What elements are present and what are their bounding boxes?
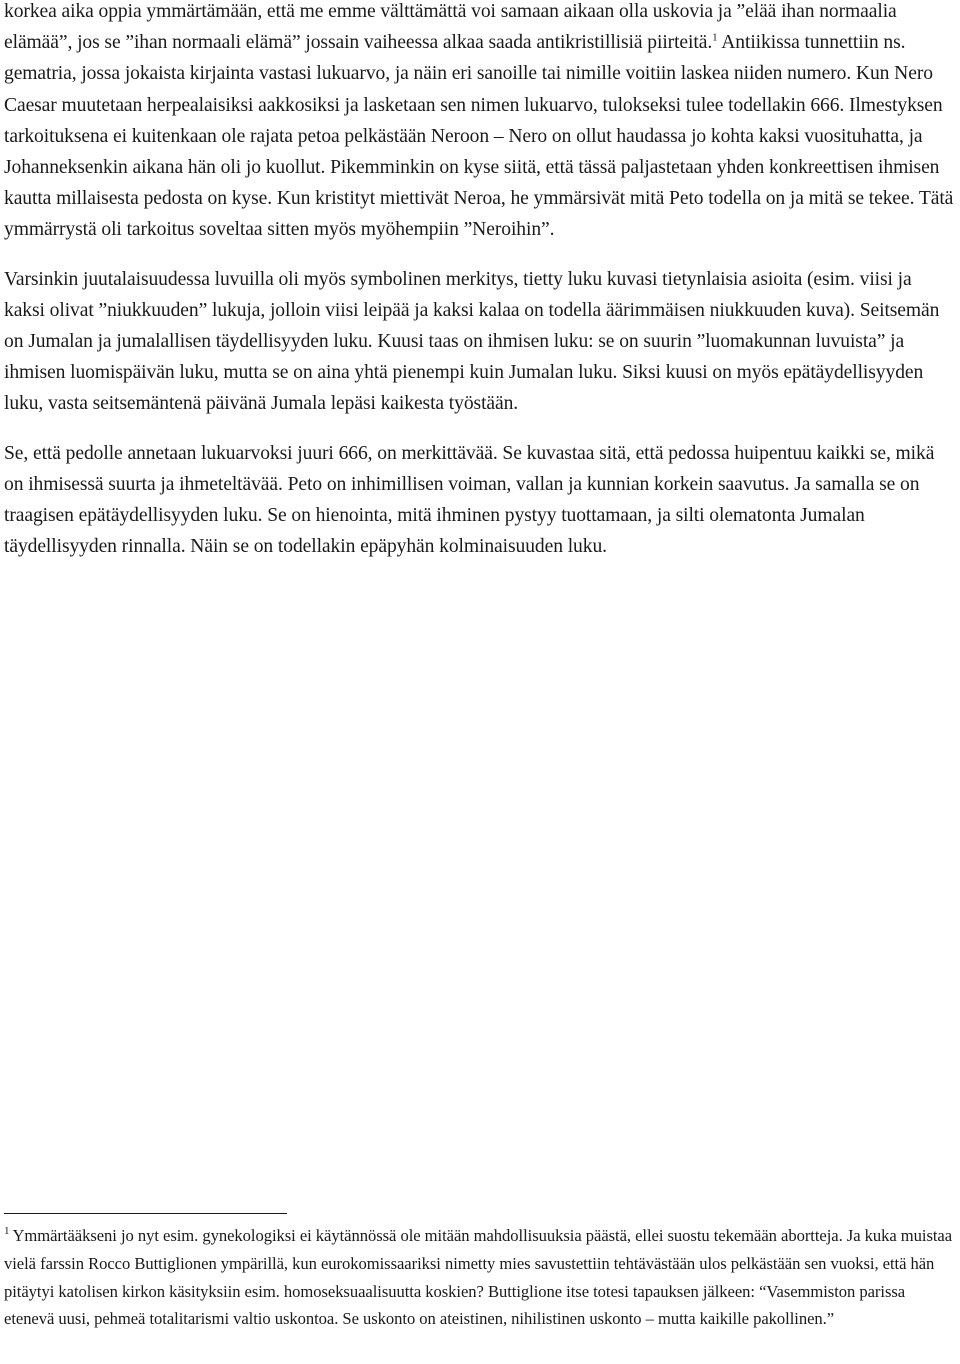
footnote-separator: [4, 1213, 287, 1214]
paragraph-1-text-b: Antiikissa tunnettiin ns. gematria, jossa jokaista kirjainta vastasi lukuarvo, ja näin eri sanoille tai nimille voitiin laskea niiden numero. Kun Nero Caesar muutetaan herpealaisiksi aakkosiksi ja lasketaan sen nimen lukuarvo, tulokseksi tulee todellakin 666. Ilmestyksen tarkoituksena ei kuitenkaan ole rajata petoa pelkästään Neroon – Nero on ollut haudassa jo kohta kaksi vuosituhatta, ja Johanneksenkin aikana hän oli jo kuollut. Pikemminkin on kyse siitä, että tässä paljastetaan yhden konkreettisen ihmisen kautta millaisesta pedosta on kyse. Kun kristityt miettivät Neroa, he ymmärsivät mitä Peto todella on ja mitä se tekee. Tätä ymmärrystä oli tarkoitus soveltaa sitten myös myöhempiin ”Neroihin”.: [4, 32, 954, 241]
footnote-text: Ymmärtääkseni jo nyt esim. gynekologiksi ei käytännössä ole mitään mahdollisuuksia päästä, ellei suostu tekemään aborttejа. Ja kuka muistaa vielä farssin Rocco Buttiglionen ympärillä, kun eurokomissaariksi nimetty mies savustettiin tehtävästään ulos pelkästään sen vuoksi, että hän pitäytyi katolisen kirkon käsityksiin esim. homoseksuaalisuutta koskien? Buttiglione itse totesi tapauksen jälkeen: “Vasemmiston parissa etenevä uusi, pehmeä totalitarismi valtio uskontoa. Se uskonto on ateistinen, nihilistinen uskonto – mutta kaikille pakollinen.”: [4, 1226, 953, 1329]
paragraph-1-text-a: korkea aika oppia ymmärtämään, että me emme välttämättä voi samaan aikaan olla uskovia ja ”elää ihan normaalia elämää”, jos se ”ihan normaali elämä” jossain vaiheessa alkaa saada antikristillisiä piirteitä.: [4, 1, 897, 54]
footnote: [4, 1222, 956, 1333]
body-paragraph-2: Varsinkin juutalaisuudessa luvuilla oli myös symbolinen merkitys, tietty luku kuvasi tietynlaisia asioita (esim. viisi ja kaksi olivat ”niukkuuden” lukuja, jolloin viisi leipää ja kaksi kalaa on todella äärimmäisen niukkuuden kuva). Seitsemän on Jumalan ja jumalallisen täydellisyyden luku. Kuusi taas on ihmisen luku: se on suurin ”luomakunnan luvuista” ja ihmisen luomispäivän luku, mutta se on aina yhtä pienempi kuin Jumalan luku. Siksi kuusi on myös epätäydellisyyden luku, vasta seitsemäntenä päivänä Jumala lepäsi kaikesta työstään.: [4, 268, 940, 415]
footnote-reference[interactable]: 1: [712, 31, 718, 44]
body-paragraph-1: [4, 0, 956, 246]
document-page: [4, 0, 956, 562]
body-paragraph-3: Se, että pedolle annetaan lukuarvoksi juuri 666, on merkittävää. Se kuvastaa sitä, että pedossa huipentuu kaikki se, mikä on ihmisessä suurta ja ihmeteltävää. Peto on inhimillisen voiman, vallan ja kunnian korkein saavutus. Ja samalla se on traagisen epätäydellisyyden luku. Se on hienointa, mitä ihminen pystyy tuottamaan, ja silti olematonta Jumalan täydellisyyden rinnalla. Näin se on todellakin epäpyhän kolminaisuuden luku.: [4, 442, 935, 558]
footnote-marker: 1: [4, 1225, 10, 1238]
